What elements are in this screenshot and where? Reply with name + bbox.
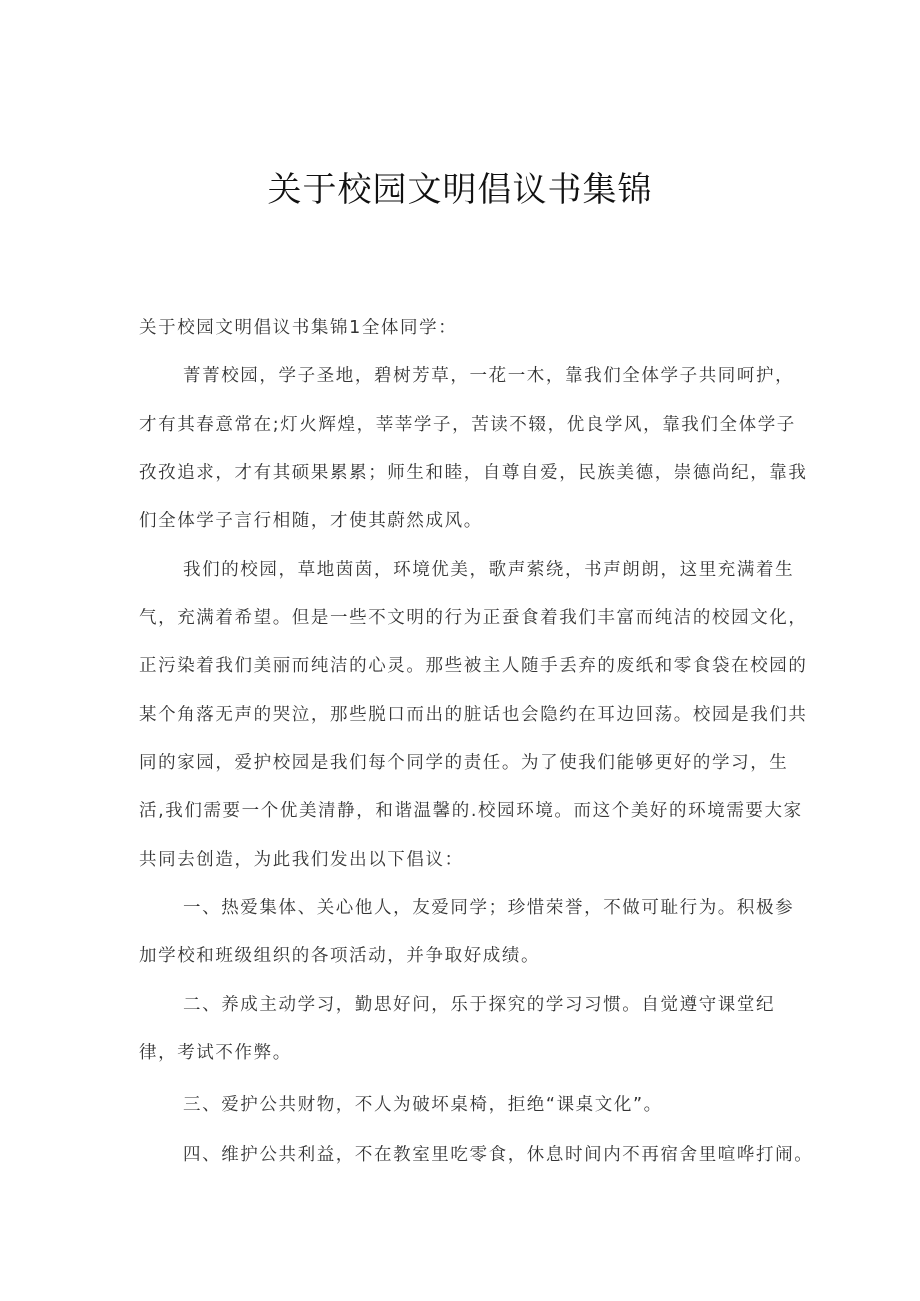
document-title: 关于校园文明倡议书集锦 <box>267 170 653 210</box>
text-line: 共同去创造，为此我们发出以下倡议： <box>139 850 464 870</box>
text-line: 某个角落无声的哭泣，那些脱口而出的脏话也会隐约在耳边回荡。校园是我们共 <box>139 705 808 725</box>
text-line: 加学校和班级组织的各项活动，并争取好成绩。 <box>139 946 541 966</box>
text-line: 律，考试不作弊。 <box>139 1043 292 1063</box>
text-line: 同的家园，爱护校园是我们每个同学的责任。为了使我们能够更好的学习，生 <box>139 753 789 773</box>
text-line: 活,我们需要一个优美清静，和谐温馨的.校园环境。而这个美好的环境需要大家 <box>139 801 803 821</box>
text-line: 才有其春意常在;灯火辉煌，莘莘学子，苦读不辍，优良学风，靠我们全体学子 <box>139 415 796 435</box>
text-line: 一、热爱集体、关心他人，友爱同学；珍惜荣誉，不做可耻行为。积极参 <box>183 898 795 918</box>
text-line: 二、养成主动学习，勤思好问，乐于探究的学习习惯。自觉遵守课堂纪 <box>183 995 776 1015</box>
text-line: 四、维护公共利益，不在教室里吃零食，休息时间内不再宿舍里喧哗打闹。 <box>183 1145 814 1165</box>
text-line: 菁菁校园，学子圣地，碧树芳草，一花一木，靠我们全体学子共同呵护， <box>183 366 795 386</box>
text-line: 三、爱护公共财物，不人为破坏桌椅，拒绝“课桌文化”。 <box>183 1095 663 1115</box>
text-line: 我们的校园，草地茵茵，环境优美，歌声萦绕，书声朗朗，这里充满着生 <box>183 560 795 580</box>
text-line: 关于校园文明倡议书集锦1全体同学： <box>139 318 458 338</box>
text-line: 们全体学子言行相随，才使其蔚然成风。 <box>139 511 483 531</box>
text-line: 正污染着我们美丽而纯洁的心灵。那些被主人随手丢弃的废纸和零食袋在校园的 <box>139 656 808 676</box>
text-line: 气，充满着希望。但是一些不文明的行为正蚕食着我们丰富而纯洁的校园文化， <box>139 608 808 628</box>
text-line: 孜孜追求，才有其硕果累累；师生和睦，自尊自爱，民族美德，崇德尚纪，靠我 <box>139 463 808 483</box>
